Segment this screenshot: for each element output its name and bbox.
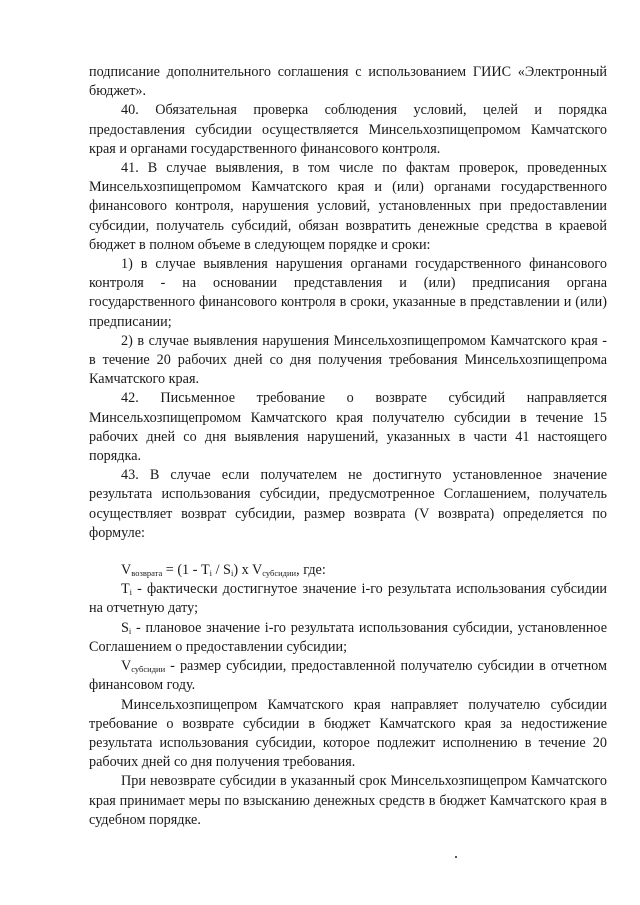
definition-v-sub: субсидии (131, 664, 166, 675)
document-body (89, 63, 607, 830)
paragraph-signing: подписание дополнительного соглашения с использованием ГИИС «Электронный бюджет». (89, 64, 607, 100)
formula-tail: , где: (296, 562, 326, 579)
definition-v-subsidy (89, 657, 607, 695)
formula-subsidy-sub: субсидии (262, 568, 297, 579)
formula-slash: / S (212, 562, 231, 579)
paragraph-42: 42. Письменное требование о возврате субсидий направляется Минсельхозпищепромом Камчатского края получателю субсидии в течение 15 рабочих дней со дня выявления нарушений, указанных в части 41 настоящего порядка. (89, 390, 607, 465)
definition-v-text: - размер субсидии, предоставленной получателю субсидии в отчетном финансовом году. (89, 658, 607, 694)
paragraph-41-item-2: 2) в случае выявления нарушения Минсельхозпищепромом Камчатского края - в течение 20 рабочих дней со дня получения требования Минсельхозпищепрома Камчатского края. (89, 332, 607, 388)
definition-ti (89, 580, 607, 618)
formula-s-sub: i (230, 568, 234, 579)
definition-si-symbol: S (121, 619, 129, 636)
definition-ti-symbol: T (121, 581, 130, 598)
definition-si-sub: i (128, 625, 132, 636)
formula-t-sub: i (209, 568, 213, 579)
definition-si (89, 619, 607, 657)
formula-times: ) x V (233, 562, 263, 579)
formula-v: V (121, 562, 132, 579)
paragraph-requirement: Минсельхозпищепром Камчатского края направляет получателю субсидии требование о возврате субсидии в бюджет Камчатского края за недостижение результата использования субсидии, которое подлежит исполнению в течение 20 рабочих дней со дня получения требования. (89, 696, 607, 771)
paragraph-43: 43. В случае если получателем не достигнуто установленное значение результата использования субсидии, предусмотренное Соглашением, получатель осуществляет возврат субсидии, размер возврата (V возврата) определяется по формуле: (89, 467, 607, 541)
paragraph-recovery: При невозврате субсидии в указанный срок Минсельхозпищепром Камчатского края принимает меры по взысканию денежных средств в бюджет Камчатского края в судебном порядке. (89, 773, 607, 828)
paragraph-41-item-1: 1) в случае выявления нарушения органами государственного финансового контроля - на основании представления и (или) предписания органа государственного финансового контроля в сроки, указанные в представлении и (или) предписании; (89, 256, 607, 330)
formula-middle: = (1 - T (162, 562, 210, 579)
paragraph-40: 40. Обязательная проверка соблюдения условий, целей и порядка предоставления субсидии осуществляется Минсельхозпищепромом Камчатского края и органами государственного финансового контроля. (89, 102, 607, 157)
definition-si-text: - плановое значение i-го результата использования субсидии, установленное Соглашением о предоставлении субсидии; (89, 619, 607, 655)
scan-speck (455, 856, 457, 858)
definition-ti-text: - фактически достигнутое значение i-го результата использования субсидии на отчетную дату; (89, 581, 607, 617)
paragraph-41: 41. В случае выявления, в том числе по фактам проверок, проведенных Минсельхозпищепромом Камчатского края и (или) органами государственного финансового контроля, нарушения условий, установленных при предоставлении субсидии, получатель субсидий, обязан возвратить денежные средства в краевой бюджет в полном объеме в следующем порядке и сроки: (89, 160, 607, 253)
formula-line (89, 561, 607, 580)
formula-v-sub: возврата (131, 568, 163, 579)
definition-v-symbol: V (121, 658, 132, 675)
definition-ti-sub: i (129, 587, 133, 598)
